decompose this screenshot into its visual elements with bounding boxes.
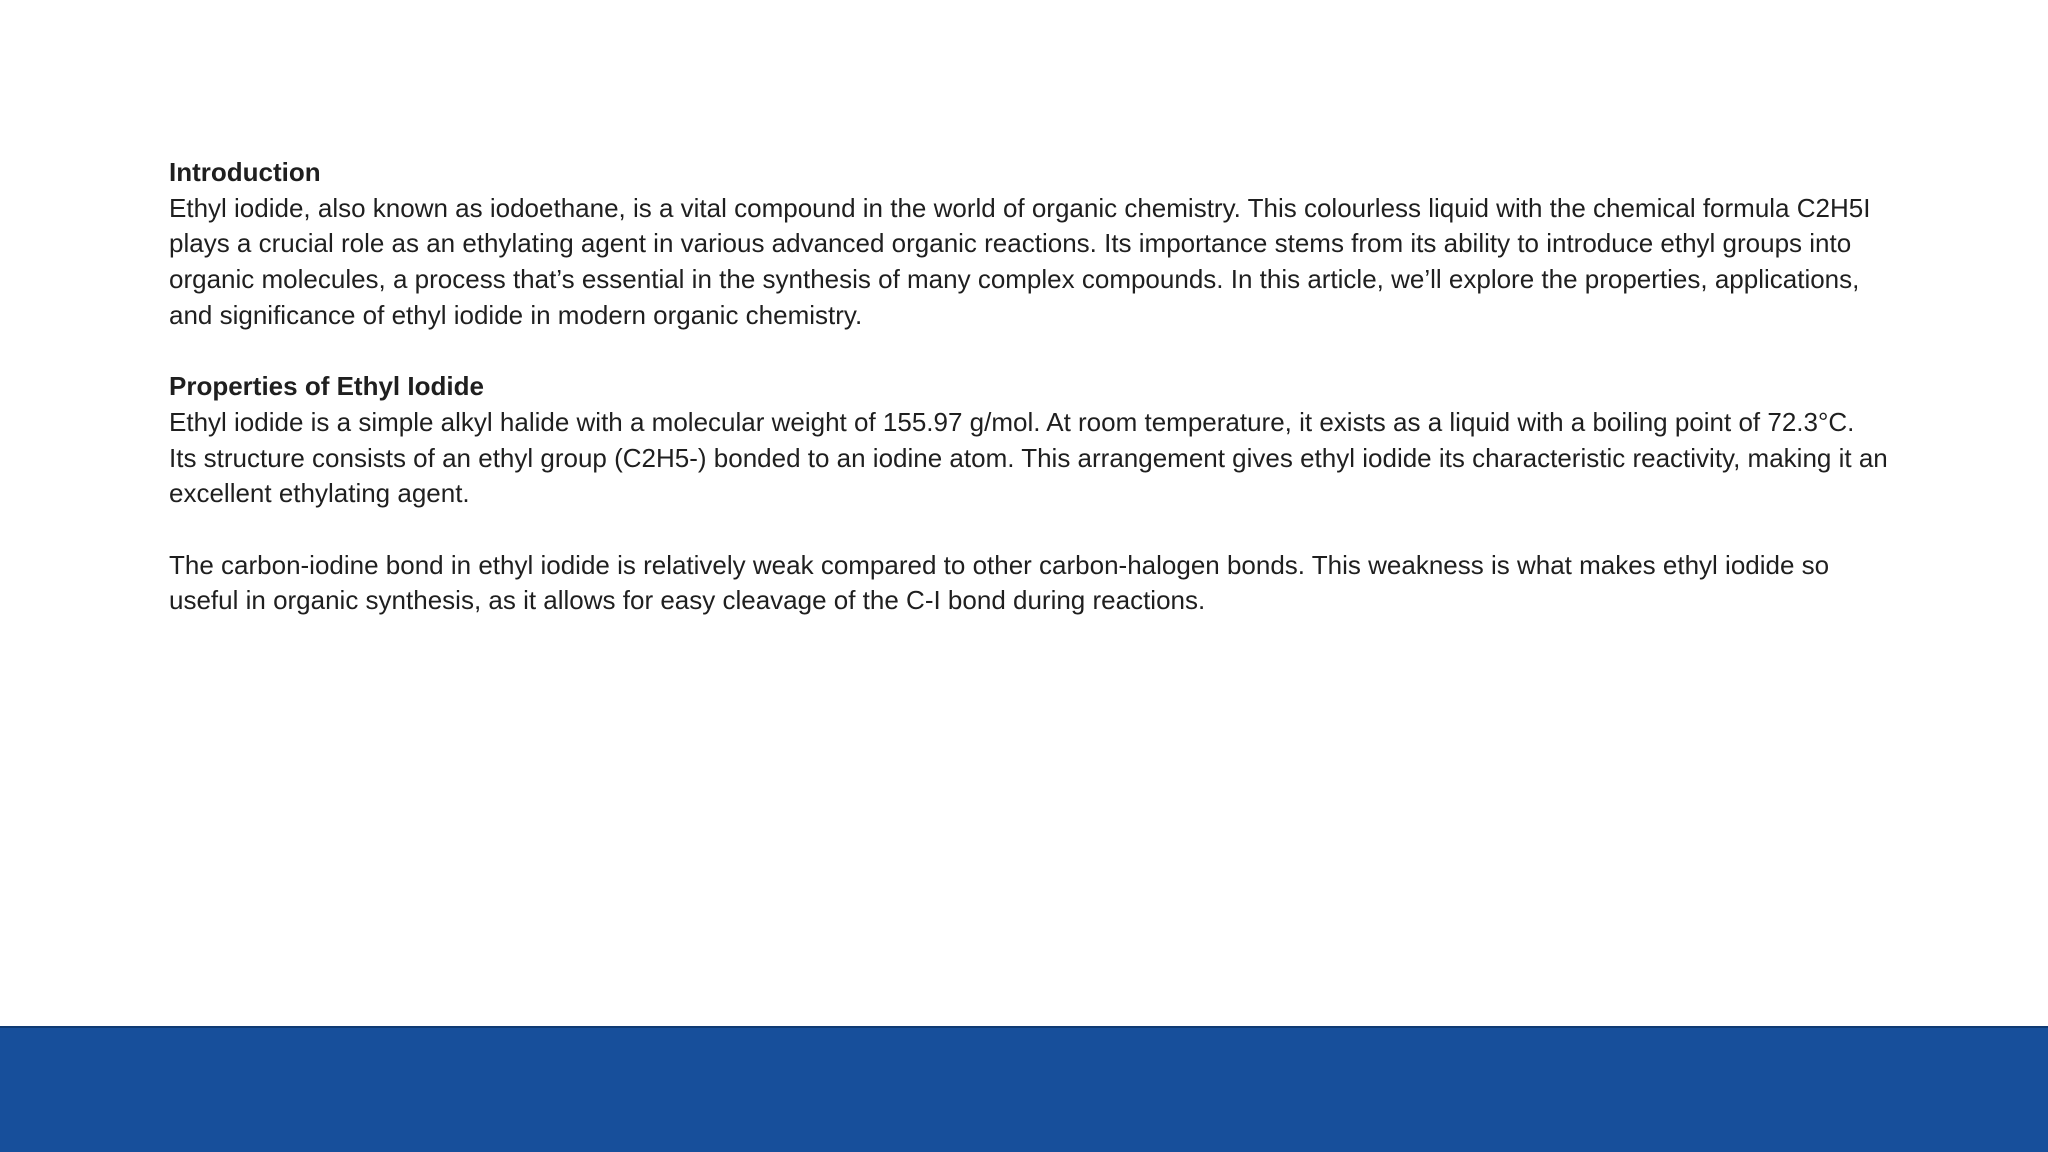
paragraph-spacer	[169, 512, 1889, 548]
introduction-paragraph: Ethyl iodide, also known as iodoethane, is a vital compound in the world of organic chemistry. This colourless liquid with the chemical formula C2H5I plays a crucial role as an ethylating agent in various advanced organic reactions. Its importance stems from its ability to introduce ethyl groups into organic molecules, a process that’s essential in the synthesis of many complex compounds. In this article, we’ll explore the properties, applications, and significance of ethyl iodide in modern organic chemistry.	[169, 192, 1871, 330]
footer-band	[0, 1026, 2048, 1152]
document-body	[169, 155, 1889, 619]
section-heading-introduction: Introduction	[169, 157, 321, 187]
section-spacer	[169, 334, 1889, 370]
section-heading-properties: Properties of Ethyl Iodide	[169, 371, 484, 402]
properties-paragraph-1: Ethyl iodide is a simple alkyl halide with a molecular weight of 155.97 g/mol. At room temperature, it exists as a liquid with a boiling point of 72.3°C. Its structure consists of an ethyl group (C2H5-) bonded to an iodine atom. This arrangement gives ethyl iodide its characteristic reactivity, making it an excellent ethylating agent.	[169, 406, 1888, 509]
properties-paragraph-2: The carbon-iodine bond in ethyl iodide is relatively weak compared to other carbon-halogen bonds. This weakness is what makes ethyl iodide so useful in organic synthesis, as it allows for easy cleavage of the C-I bond during reactions.	[169, 549, 1830, 616]
